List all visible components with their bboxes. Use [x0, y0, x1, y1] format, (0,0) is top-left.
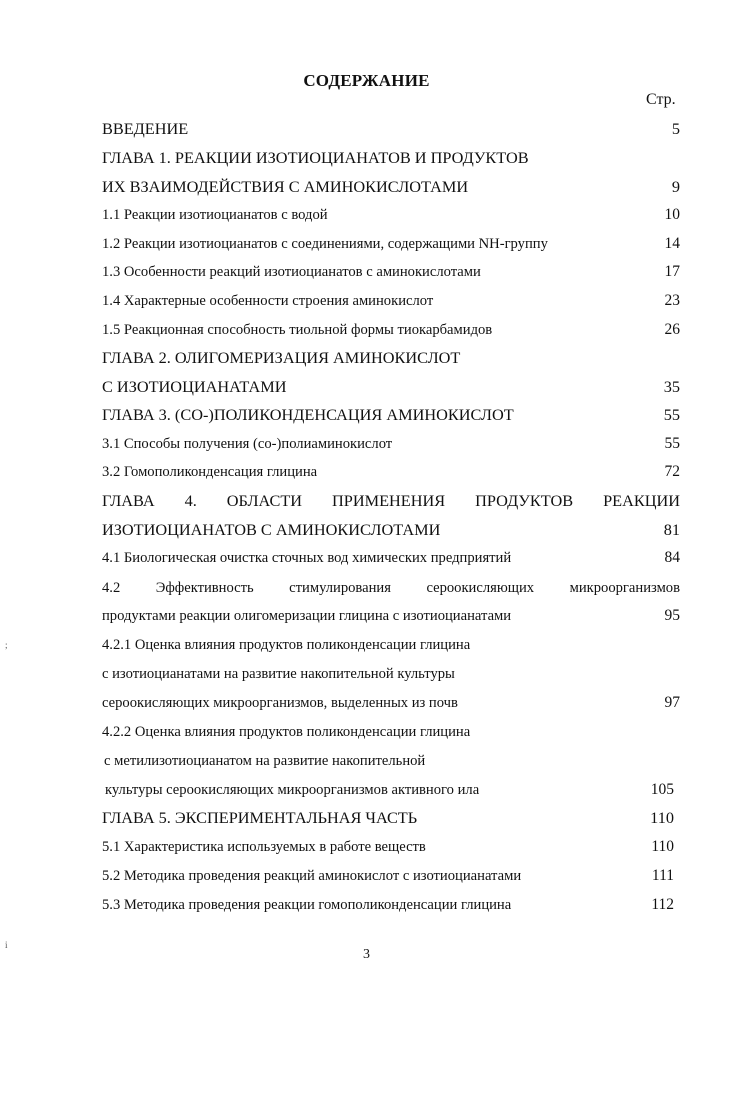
- toc-entry-label: 4.1 Биологическая очистка сточных вод химических предприятий: [102, 550, 512, 566]
- toc-entry: [102, 202, 680, 228]
- toc-entry-label: 5.1 Характеристика используемых в работе веществ: [102, 839, 426, 855]
- toc-entry-page: 14: [664, 235, 680, 252]
- toc-entry: [102, 777, 680, 803]
- toc-entry: [102, 805, 680, 831]
- toc-entry-page: 110: [650, 808, 674, 827]
- toc-entry-page: 111: [651, 867, 674, 884]
- toc-entry-page: 105: [650, 781, 674, 798]
- toc-entry-label: сероокисляющих микроорганизмов, выделенных из почв: [102, 695, 458, 711]
- toc-entry: [102, 402, 680, 428]
- toc-entry-label: культуры сероокисляющих микроорганизмов активного ила: [105, 782, 480, 798]
- toc-entry-page: 17: [664, 263, 680, 280]
- toc-entry-page: 10: [664, 206, 680, 223]
- toc-entry: [102, 174, 680, 200]
- toc-entry: [102, 575, 680, 601]
- toc-entry-label: 4.2.1 Оценка влияния продуктов поликонденсации глицина: [102, 637, 471, 653]
- toc-entry: [102, 748, 680, 774]
- toc-entry-page: 55: [663, 405, 680, 424]
- toc-entry-page: 9: [671, 177, 680, 196]
- toc-entry-label: 1.5 Реакционная способность тиольной формы тиокарбамидов: [102, 322, 493, 338]
- toc-entry-label: ГЛАВА 3. (СО-)ПОЛИКОНДЕНСАЦИЯ АМИНОКИСЛОТ: [102, 405, 514, 424]
- toc-entry: [102, 834, 680, 860]
- toc-entry-label: 1.1 Реакции изотиоцианатов с водой: [102, 207, 328, 223]
- toc-entry-page: 81: [663, 520, 680, 539]
- toc-entry-label: ГЛАВА 5. ЭКСПЕРИМЕНТАЛЬНАЯ ЧАСТЬ: [102, 808, 418, 827]
- toc-entry: [102, 661, 680, 687]
- toc-entry: [102, 288, 680, 314]
- margin-mark: ;: [5, 640, 8, 650]
- toc-entry: [102, 345, 680, 371]
- toc-entry: [102, 863, 680, 889]
- toc-entry: [102, 116, 680, 142]
- toc-entry: [102, 545, 680, 571]
- toc-entry: [102, 431, 680, 457]
- toc-entry-label: 1.4 Характерные особенности строения аминокислот: [102, 293, 434, 309]
- toc-entry-page: 72: [664, 463, 680, 480]
- page-number: 3: [363, 947, 370, 962]
- toc-entry: [102, 892, 680, 918]
- toc-entry-page: 95: [664, 607, 680, 624]
- toc-entry-page: 26: [664, 321, 680, 338]
- toc-entry: [102, 517, 680, 543]
- toc-entry-page: 55: [664, 435, 680, 452]
- toc-entry-label: С ИЗОТИОЦИАНАТАМИ: [102, 377, 287, 396]
- toc-entry-label: 3.2 Гомополиконденсация глицина: [102, 464, 318, 480]
- toc-entry-page: 112: [651, 896, 674, 913]
- toc-entry-page: 35: [663, 377, 680, 396]
- toc-entry-page: 5: [671, 119, 680, 138]
- toc-entry-label: ВВЕДЕНИЕ: [102, 119, 189, 138]
- toc-entry: [102, 632, 680, 658]
- toc-entry-page: 97: [664, 694, 680, 711]
- toc-entry: [102, 459, 680, 485]
- toc-entry-label: ИЗОТИОЦИАНАТОВ С АМИНОКИСЛОТАМИ: [102, 520, 441, 539]
- toc-entry: [102, 488, 680, 514]
- toc-entry-label: с метилизотиоцианатом на развитие накопительной: [104, 753, 426, 769]
- toc-entry-label: ГЛАВА 1. РЕАКЦИИ ИЗОТИОЦИАНАТОВ И ПРОДУКТОВ: [102, 148, 529, 167]
- toc-entry-label: ГЛАВА 2. ОЛИГОМЕРИЗАЦИЯ АМИНОКИСЛОТ: [102, 348, 461, 367]
- toc-entry-page: 23: [664, 292, 680, 309]
- toc-entry: [102, 231, 680, 257]
- toc-entry-label: 1.3 Особенности реакций изотиоцианатов с аминокислотами: [102, 264, 481, 280]
- toc-entry: [102, 719, 680, 745]
- toc-entry-label: 5.2 Методика проведения реакций аминокислот с изотиоцианатами: [102, 868, 522, 884]
- toc-entry: [102, 317, 680, 343]
- toc-entry-label: с изотиоцианатами на развитие накопительной культуры: [102, 666, 455, 682]
- toc-entry-label: 4.2 Эффективность стимулирования сероокисляющих микроорганизмов: [102, 580, 680, 596]
- toc-entry: [102, 374, 680, 400]
- toc-entry-label: 4.2.2 Оценка влияния продуктов поликонденсации глицина: [102, 724, 471, 740]
- toc-entry-label: 5.3 Методика проведения реакции гомополиконденсации глицина: [102, 897, 512, 913]
- toc-entry: [102, 259, 680, 285]
- toc-entry-label: ИХ ВЗАИМОДЕЙСТВИЯ С АМИНОКИСЛОТАМИ: [102, 177, 469, 196]
- toc-entry: [102, 603, 680, 629]
- margin-mark: i: [5, 940, 8, 950]
- toc-entry-page: 84: [664, 549, 680, 566]
- page-title: СОДЕРЖАНИЕ: [303, 71, 430, 90]
- toc-entry: [102, 145, 680, 171]
- toc-entry-label: ГЛАВА 4. ОБЛАСТИ ПРИМЕНЕНИЯ ПРОДУКТОВ РЕАКЦИИ: [102, 491, 680, 510]
- toc-entry-label: 1.2 Реакции изотиоцианатов с соединениями, содержащими NH-группу: [102, 236, 548, 252]
- toc-entry-label: 3.1 Способы получения (со-)полиаминокислот: [102, 436, 393, 452]
- toc-entry-label: продуктами реакции олигомеризации глицина с изотиоцианатами: [102, 608, 512, 624]
- toc-entry: [102, 690, 680, 716]
- page-column-header: Стр.: [646, 91, 676, 108]
- toc-entry-page: 110: [651, 838, 674, 855]
